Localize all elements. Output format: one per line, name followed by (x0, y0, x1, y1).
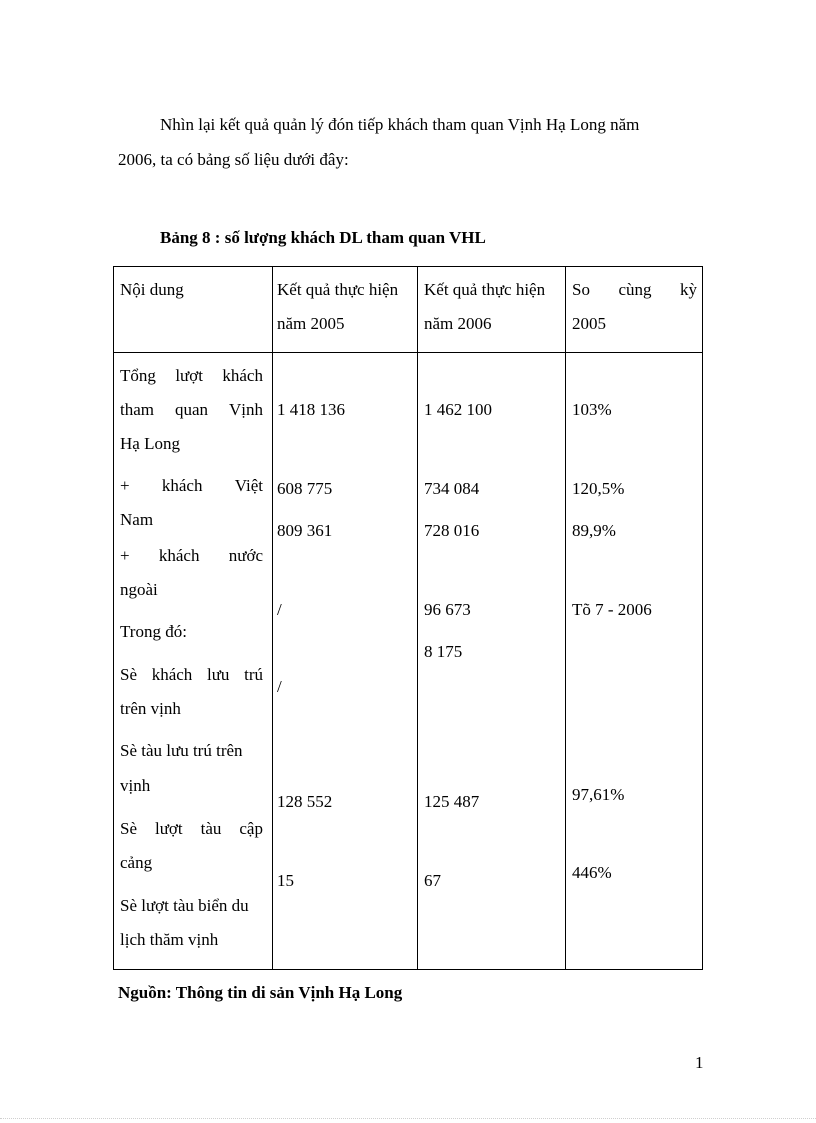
source-note: Nguồn: Thông tin di sản Vịnh Hạ Long (118, 983, 403, 1002)
header-result-2005-line-1: Kết quả thực hiện (277, 280, 399, 299)
header-compare-line-2: 2005 (572, 314, 606, 333)
value-2006: 8 175 (424, 642, 463, 661)
data-table (113, 266, 703, 970)
header-result-2006-line-2: năm 2006 (424, 314, 492, 333)
content-line: Trong đó: (120, 622, 187, 641)
value-compare: 446% (572, 863, 612, 882)
content-line: Hạ Long (120, 434, 180, 453)
value-2006: 1 462 100 (424, 400, 492, 419)
value-2006: 67 (424, 871, 441, 890)
content-line: + khách nước (120, 546, 263, 565)
value-2006: 96 673 (424, 600, 471, 619)
content-line: tham quan Vịnh (120, 400, 263, 419)
value-2005: 15 (277, 871, 294, 890)
header-result-2006-line-1: Kết quả thực hiện (424, 280, 546, 299)
paragraph-line-2: 2006, ta có bảng số liệu dưới đây: (118, 150, 349, 169)
page-edge (0, 1118, 816, 1119)
header-compare-line-1 (572, 280, 697, 300)
value-compare: Tõ 7 - 2006 (572, 600, 652, 619)
content-line: lịch thăm vịnh (120, 930, 219, 949)
value-2005: 1 418 136 (277, 400, 345, 419)
header-compare-word: kỳ (679, 280, 697, 299)
column-divider-1 (272, 267, 273, 969)
value-compare: 89,9% (572, 521, 616, 540)
value-compare: 97,61% (572, 785, 625, 804)
value-2006: 734 084 (424, 479, 480, 498)
header-divider (114, 352, 702, 353)
content-line: Nam (120, 510, 154, 529)
header-content: Nội dung (120, 280, 184, 299)
value-2005: 608 775 (277, 479, 333, 498)
content-line: + khách Việt (120, 476, 263, 495)
value-compare: 103% (572, 400, 612, 419)
value-2005: 809 361 (277, 521, 333, 540)
column-divider-2 (417, 267, 418, 969)
table-caption: Bảng 8 : số lượng khách DL tham quan VHL (160, 228, 486, 247)
content-line: Sè tàu lưu trú trên (120, 741, 243, 760)
column-divider-3 (565, 267, 566, 969)
header-result-2005-line-2: năm 2005 (277, 314, 345, 333)
content-line: Sè lượt tàu cập (120, 819, 263, 838)
paragraph-line-1: Nhìn lại kết quả quản lý đón tiếp khách tham quan Vịnh Hạ Long năm (160, 115, 640, 134)
value-2005: / (277, 600, 282, 619)
value-2005: / (277, 677, 282, 696)
content-line: Sè khách lưu trú (120, 665, 263, 684)
content-line: ngoài (120, 580, 158, 599)
value-compare: 120,5% (572, 479, 625, 498)
header-compare-word: cùng (618, 280, 652, 299)
value-2005: 128 552 (277, 792, 333, 811)
content-line: trên vịnh (120, 699, 181, 718)
content-line: cảng (120, 853, 153, 872)
content-line: vịnh (120, 776, 151, 795)
content-line: Tổng lượt khách (120, 366, 263, 385)
content-line: Sè lượt tàu biển du (120, 896, 249, 915)
header-compare-word: So (572, 280, 590, 299)
value-2006: 125 487 (424, 792, 480, 811)
page-number: 1 (695, 1053, 704, 1072)
value-2006: 728 016 (424, 521, 480, 540)
